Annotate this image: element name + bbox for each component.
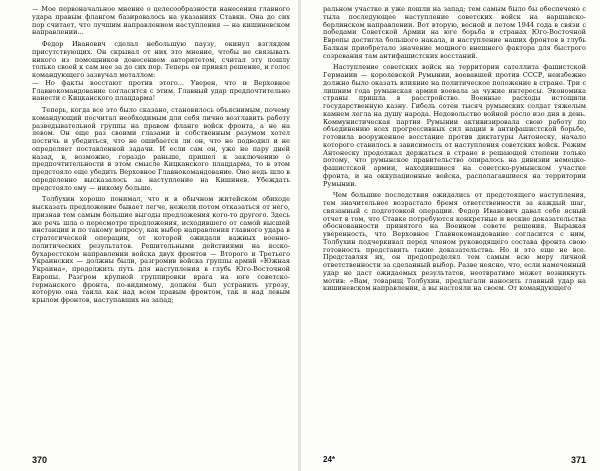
page-number: 370 [32,455,48,465]
right-page [301,0,600,471]
paragraph: Теперь, когда все это было сказано, становилось объяснимым, почему командующий посчитал необходимым для себя лично возглавить работу разведывательной группы на правом фланге войск фронта, а не на левом. Он еще раз своими глазами и собственным разумом хотел постичь и убедиться, что не ошибается ли он, что не подводил и не определяет поставленной задачи. И если сам он, уже не пару дней назад, в, возможно, гораздо раньше, пришел к заключению о предпочтительности в этом смысле Кицканского плацдарма, то в этом предстояло еще убедить Верховное Главнокомандование. Оно недь шло в определенно высказалось за наступление на Кишинев. Убеждать предстояло ему — никому больше. [32,106,290,192]
paragraph: — Но факты восстают против этого... Уверен, что и Верховное Главнокомандование согласится с этим. Главный удар предпочтительно нанести с Кицканского плацдарма! [32,78,290,103]
left-page [0,0,298,471]
left-text-column [32,6,290,451]
signature-mark: 24* [323,455,336,464]
paragraph: Чем большие последствия ожидались от предстоящего наступления, тем значительнее возрастало бремя ответственности за каждый шаг, связанный с подготовкой операции. Федор Иванович давал себе ясный отчет в том, что Ставке потребуются конкретные и веские доказательства обоснованности принятого на Военном совете решения. Выражая уверенность, что Верховное Главнокомандование согласится с ним, Толбухин подчеркивал перед членом руководящего состава фронта свою готовность представить такие доказательства. Но и это еще не все. Представляя их, он предопределял тем самым всю меру личной ответственности за сделанный выбор. Разве неясно, что, если намеченный удар не даст ожидаемых результатов, неотвратимо может возникнуть мотив: «Вам, товарищ Толбухин, предлагали наносить главный удар на кишиневском направлении, а вы настояли на своем. От командующего [323,191,586,293]
paragraph: Толбухин хорошо понимал, что и в обычном житейском обиходе высказать предложение бывает легче, нежели потом отказаться от него, признав тем самым большие выгоды предложения кого-то другого. Здесь же речь шла о пересмотре предложения, исходившего от самой высшей инстанции и по такому вопросу, как выбор направления главного удара в стратегической операции, от которой ожидали важных военно-политических результатов. Решительными действиями на ясско-бухарестском направлении войска двух фронтов — Второго и Третьего Украинских — должны были, разгромив войска группы армий «Южная Украина», продолжить путь для наступления в глубь Юго-Восточной Европы. Разгром крупной группировки врага на юге советско-германского фронта, по-видимому, должен был устранить угрозу, которую она таила как над всем правым фронтом, так и над левым крылом фронтов, наступавших на запад; [32,195,290,304]
right-text-column [323,6,586,451]
paragraph: Наступление советских войск на территории сателлита фашистской Германии — королевской Румынии, воевавшей против СССР, неизбежно должно было оказать влияние на политическое положение в стране. Три с лишним года румынская армия воевала за чужие интересы. Экономика страны пришла в расстройство. Военные расходы истощили государственную казну. Гибель сотен тысяч румынских солдат тяжелым камнем легла на душу народа. Недовольство войной росло изо дня в день. Коммунистическая партия Румынии активизировала свою работу по объединению всех прогрессивных сил нации в антифашистской борьбе, готовила вооруженное восстание против диктатуры Антонеску, начало которого ставилось в зависимость от наступления советских войск. Режим Антонеску продолжал держаться в стране в решающей степени только потому, что румынское правительство опиралось на дивизии немецко-фашистской армии, находившиеся на советско-румынском участке фронта, и на оккупационные войска, располагавшиеся на территории Румынии. [323,63,586,188]
paragraph: Федор Иванович сделал небольшую паузу, окинул взглядом присутствующих. Он скрывал от них это мнение, чтобы не связывать никого из помощников донесением авторитетом, считал эту пошлу только своей к сам нее за до сих пор. Теперь он принял решение, и голос командующего зазвучал металлом: [32,40,290,79]
page-number: 371 [570,455,586,465]
paragraph: — Мое первоначальное мнение о целесообразности нанесения главного удара правым флангом базировалось на указаниях Ставки. Она до сих пор считает, что лучшим направлением наступления — на кишиневском направлении... [32,6,290,37]
paragraph: ральном участке и уже пошли на запад; тем самым было бы обеспечено с тыла последующее наступление советских войск на варшавско-берлинском направлении. Вот вторую, весной и летом 1944 года в связи с победами Советской Армии на юге борьба в странах Юго-Восточной Европы достигла большого накала, и наступление наших фронтов в глубь Балкан приобретало значение мощного внешнего фактора для быстрого созревания там антифашистских восстаний. [323,6,586,60]
